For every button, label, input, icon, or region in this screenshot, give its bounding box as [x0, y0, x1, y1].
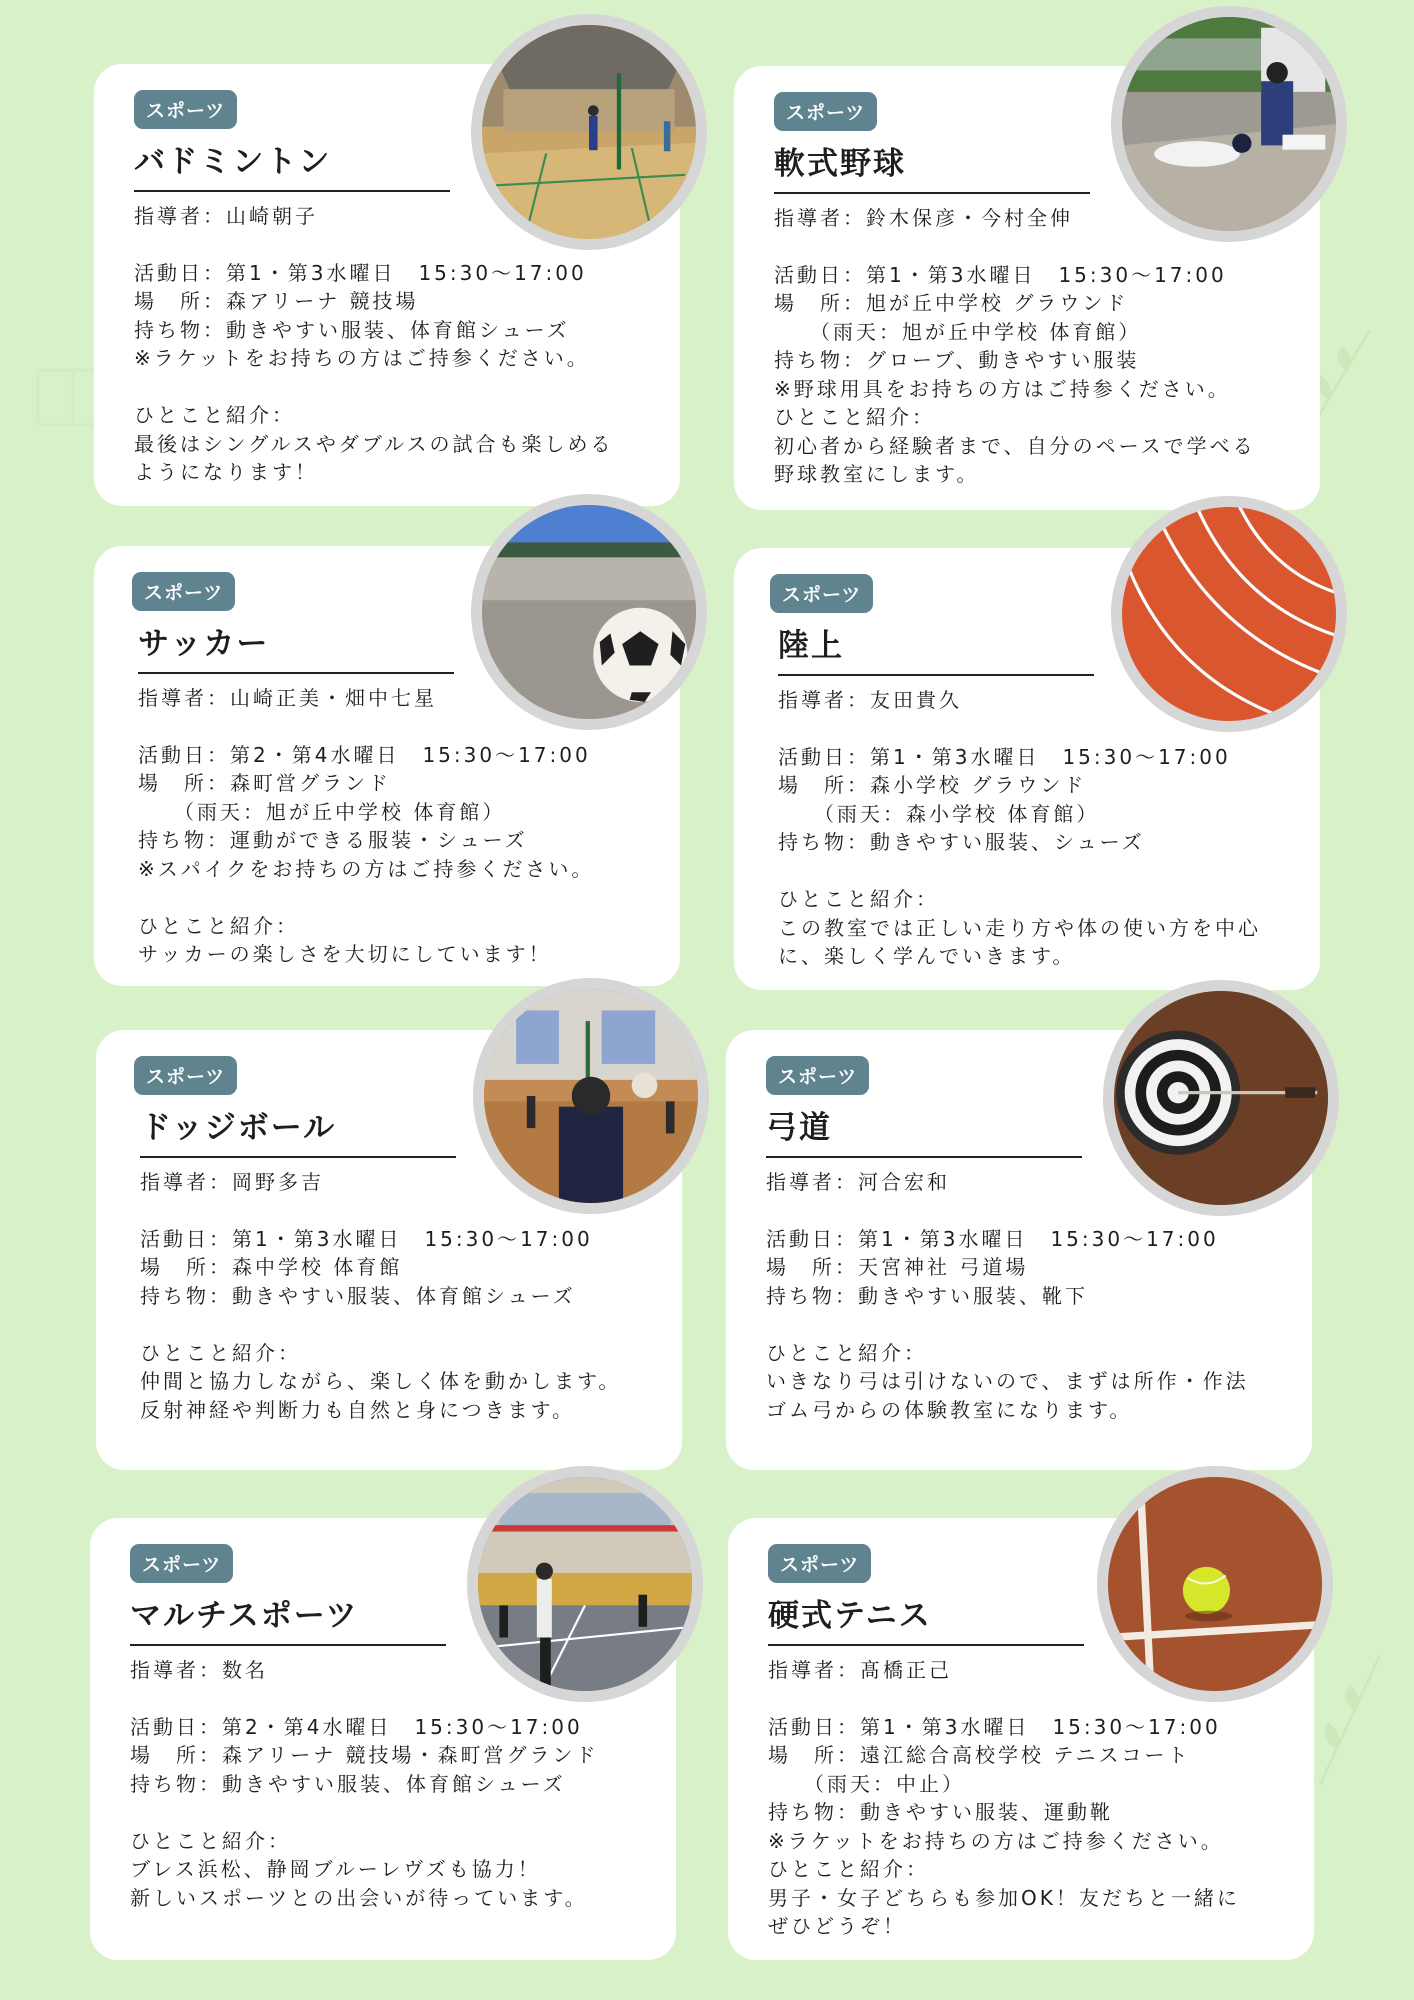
class-details: 指導者：岡野多吉 活動日：第1・第3水曜日 15:30～17:00 場 所：森中学校 体育館 持ち物：動きやすい服装、体育館シューズ ひとこと紹介： 仲間と協力しながら、楽しく体を動かします。 反射神経や判断力も自然と身につきます。 [140, 1169, 622, 1422]
category-badge: スポーツ [134, 1056, 237, 1095]
class-title: 軟式野球 [774, 145, 1090, 194]
class-title: バドミントン [134, 143, 450, 192]
dodgeball-gym-photo [473, 978, 709, 1214]
running-track-photo [1111, 496, 1347, 732]
multisport-gym-photo [467, 1466, 703, 1702]
baseball-slide-photo [1111, 6, 1347, 242]
category-badge: スポーツ [134, 90, 237, 129]
class-title: 弓道 [766, 1109, 1082, 1158]
category-badge: スポーツ [770, 574, 873, 613]
archery-target-photo [1103, 980, 1339, 1216]
leaf-decoration-icon [1310, 1650, 1390, 1790]
category-badge: スポーツ [774, 92, 877, 131]
class-title: 陸上 [778, 627, 1094, 676]
class-details: 指導者：山崎正美・畑中七星 活動日：第2・第4水曜日 15:30～17:00 場 所：森町営グランド （雨天：旭が丘中学校 体育館） 持ち物：運動ができる服装・シューズ ※スパイクをお持ちの方はご持参ください。 ひとこと紹介： サッカーの楽しさを大切にしています！ [138, 685, 595, 967]
class-title: サッカー [138, 625, 454, 674]
class-details: 指導者：山崎朝子 活動日：第1・第3水曜日 15:30～17:00 場 所：森アリーナ 競技場 持ち物：動きやすい服装、体育館シューズ ※ラケットをお持ちの方はご持参ください。 ひとこと紹介： 最後はシングルスやダブルスの試合も楽しめる ようになります！ [134, 203, 614, 485]
class-details: 指導者：髙橋正己 活動日：第1・第3水曜日 15:30～17:00 場 所：遠江総合高校学校 テニスコート （雨天：中止） 持ち物：動きやすい服装、運動靴 ※ラケットをお持ちの方はご持参ください。 ひとこと紹介： 男子・女子どちらも参加OK！友だちと一緒に ぜひどうぞ！ [768, 1657, 1240, 1939]
category-badge: スポーツ [130, 1544, 233, 1583]
category-badge: スポーツ [768, 1544, 871, 1583]
class-details: 指導者：数名 活動日：第2・第4水曜日 15:30～17:00 場 所：森アリーナ 競技場・森町営グランド 持ち物：動きやすい服装、体育館シューズ ひとこと紹介： ブレス浜松、静岡ブルーレヴズも協力！ 新しいスポーツとの出会いが待っています。 [130, 1657, 599, 1910]
tennis-ball-photo [1097, 1466, 1333, 1702]
class-title: マルチスポーツ [130, 1597, 446, 1646]
category-badge: スポーツ [766, 1056, 869, 1095]
class-details: 指導者：河合宏和 活動日：第1・第3水曜日 15:30～17:00 場 所：天宮神社 弓道場 持ち物：動きやすい服装、靴下 ひとこと紹介： いきなり弓は引けないので、まずは所作・作法 ゴム弓からの体験教室になります。 [766, 1169, 1249, 1422]
category-badge: スポーツ [132, 572, 235, 611]
class-title: ドッジボール [140, 1109, 456, 1158]
soccer-ball-photo [471, 494, 707, 730]
badminton-gym-photo [471, 14, 707, 250]
class-details: 指導者：鈴木保彦・今村全伸 活動日：第1・第3水曜日 15:30～17:00 場 所：旭が丘中学校 グラウンド （雨天：旭が丘中学校 体育館） 持ち物：グローブ、動きやすい服装 ※野球用具をお持ちの方はご持参ください。 ひとこと紹介： 初心者から経験者まで、自分のペースで学べる 野球教室にします。 [774, 205, 1256, 487]
class-details: 指導者：友田貴久 活動日：第1・第3水曜日 15:30～17:00 場 所：森小学校 グラウンド （雨天：森小学校 体育館） 持ち物：動きやすい服装、シューズ ひとこと紹介： この教室では正しい走り方や体の使い方を中心 に、楽しく学んでいきます。 [778, 687, 1261, 969]
class-title: 硬式テニス [768, 1597, 1084, 1646]
